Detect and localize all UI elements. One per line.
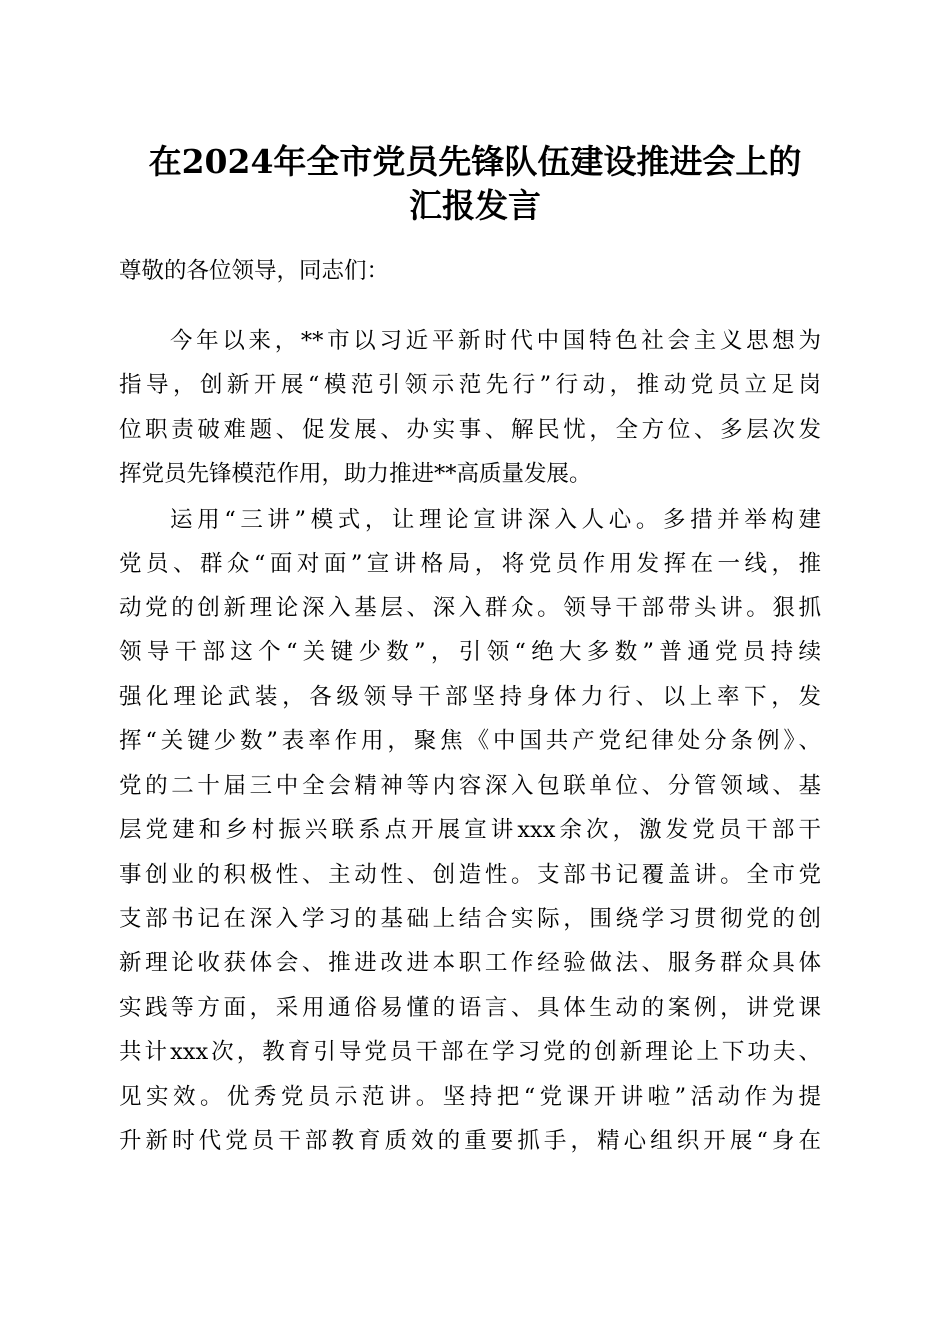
paragraph-2-line: 党的二十届三中全会精神等内容深入包联单位、分管领域、基 xyxy=(119,773,821,799)
paragraph-1-line: 位职责破难题、促发展、办实事、解民忧，全方位、多层次发 xyxy=(119,417,821,443)
document-title-line-1: 在2024年全市党员先锋队伍建设推进会上的 xyxy=(148,142,802,181)
paragraph-2-line: 升新时代党员干部教育质效的重要抓手，精心组织开展“身在 xyxy=(119,1128,821,1154)
paragraph-1-line: 挥党员先锋模范作用，助力推进**高质量发展。 xyxy=(119,461,592,487)
paragraph-1-line: 指导，创新开展“模范引领示范先行”行动，推动党员立足岗 xyxy=(119,372,821,398)
salutation: 尊敬的各位领导，同志们： xyxy=(119,258,390,284)
paragraph-2-line: 强化理论武装，各级领导干部坚持身体力行、以上率下，发 xyxy=(119,684,821,710)
paragraph-2-line: 新理论收获体会、推进改进本职工作经验做法、服务群众具体 xyxy=(119,950,821,976)
paragraph-1-line: 今年以来，**市以习近平新时代中国特色社会主义思想为 xyxy=(170,328,821,354)
paragraph-2-line: 支部书记在深入学习的基础上结合实际，围绕学习贯彻党的创 xyxy=(119,906,821,932)
paragraph-2-line: 见实效。优秀党员示范讲。坚持把“党课开讲啦”活动作为提 xyxy=(119,1084,821,1110)
paragraph-2-line: 事创业的积极性、主动性、创造性。支部书记覆盖讲。全市党 xyxy=(119,862,821,888)
paragraph-2-line: 实践等方面，采用通俗易懂的语言、具体生动的案例，讲党课 xyxy=(119,995,821,1021)
document-title-line-2: 汇报发言 xyxy=(409,186,541,225)
paragraph-2-line: 动党的创新理论深入基层、深入群众。领导干部带头讲。狠抓 xyxy=(119,595,821,621)
paragraph-2-line: 共计xxx次，教育引导党员干部在学习党的创新理论上下功夫、 xyxy=(119,1039,821,1065)
paragraph-2-line: 挥“关键少数”表率作用，聚焦《中国共产党纪律处分条例》、 xyxy=(119,728,821,754)
paragraph-2-line: 领导干部这个“关键少数”，引领“绝大多数”普通党员持续 xyxy=(119,639,821,665)
paragraph-2-line: 党员、群众“面对面”宣讲格局，将党员作用发挥在一线，推 xyxy=(119,551,821,577)
paragraph-2-line: 层党建和乡村振兴联系点开展宣讲xxx余次，激发党员干部干 xyxy=(119,817,821,843)
paragraph-2-line: 运用“三讲”模式，让理论宣讲深入人心。多措并举构建 xyxy=(170,507,821,533)
